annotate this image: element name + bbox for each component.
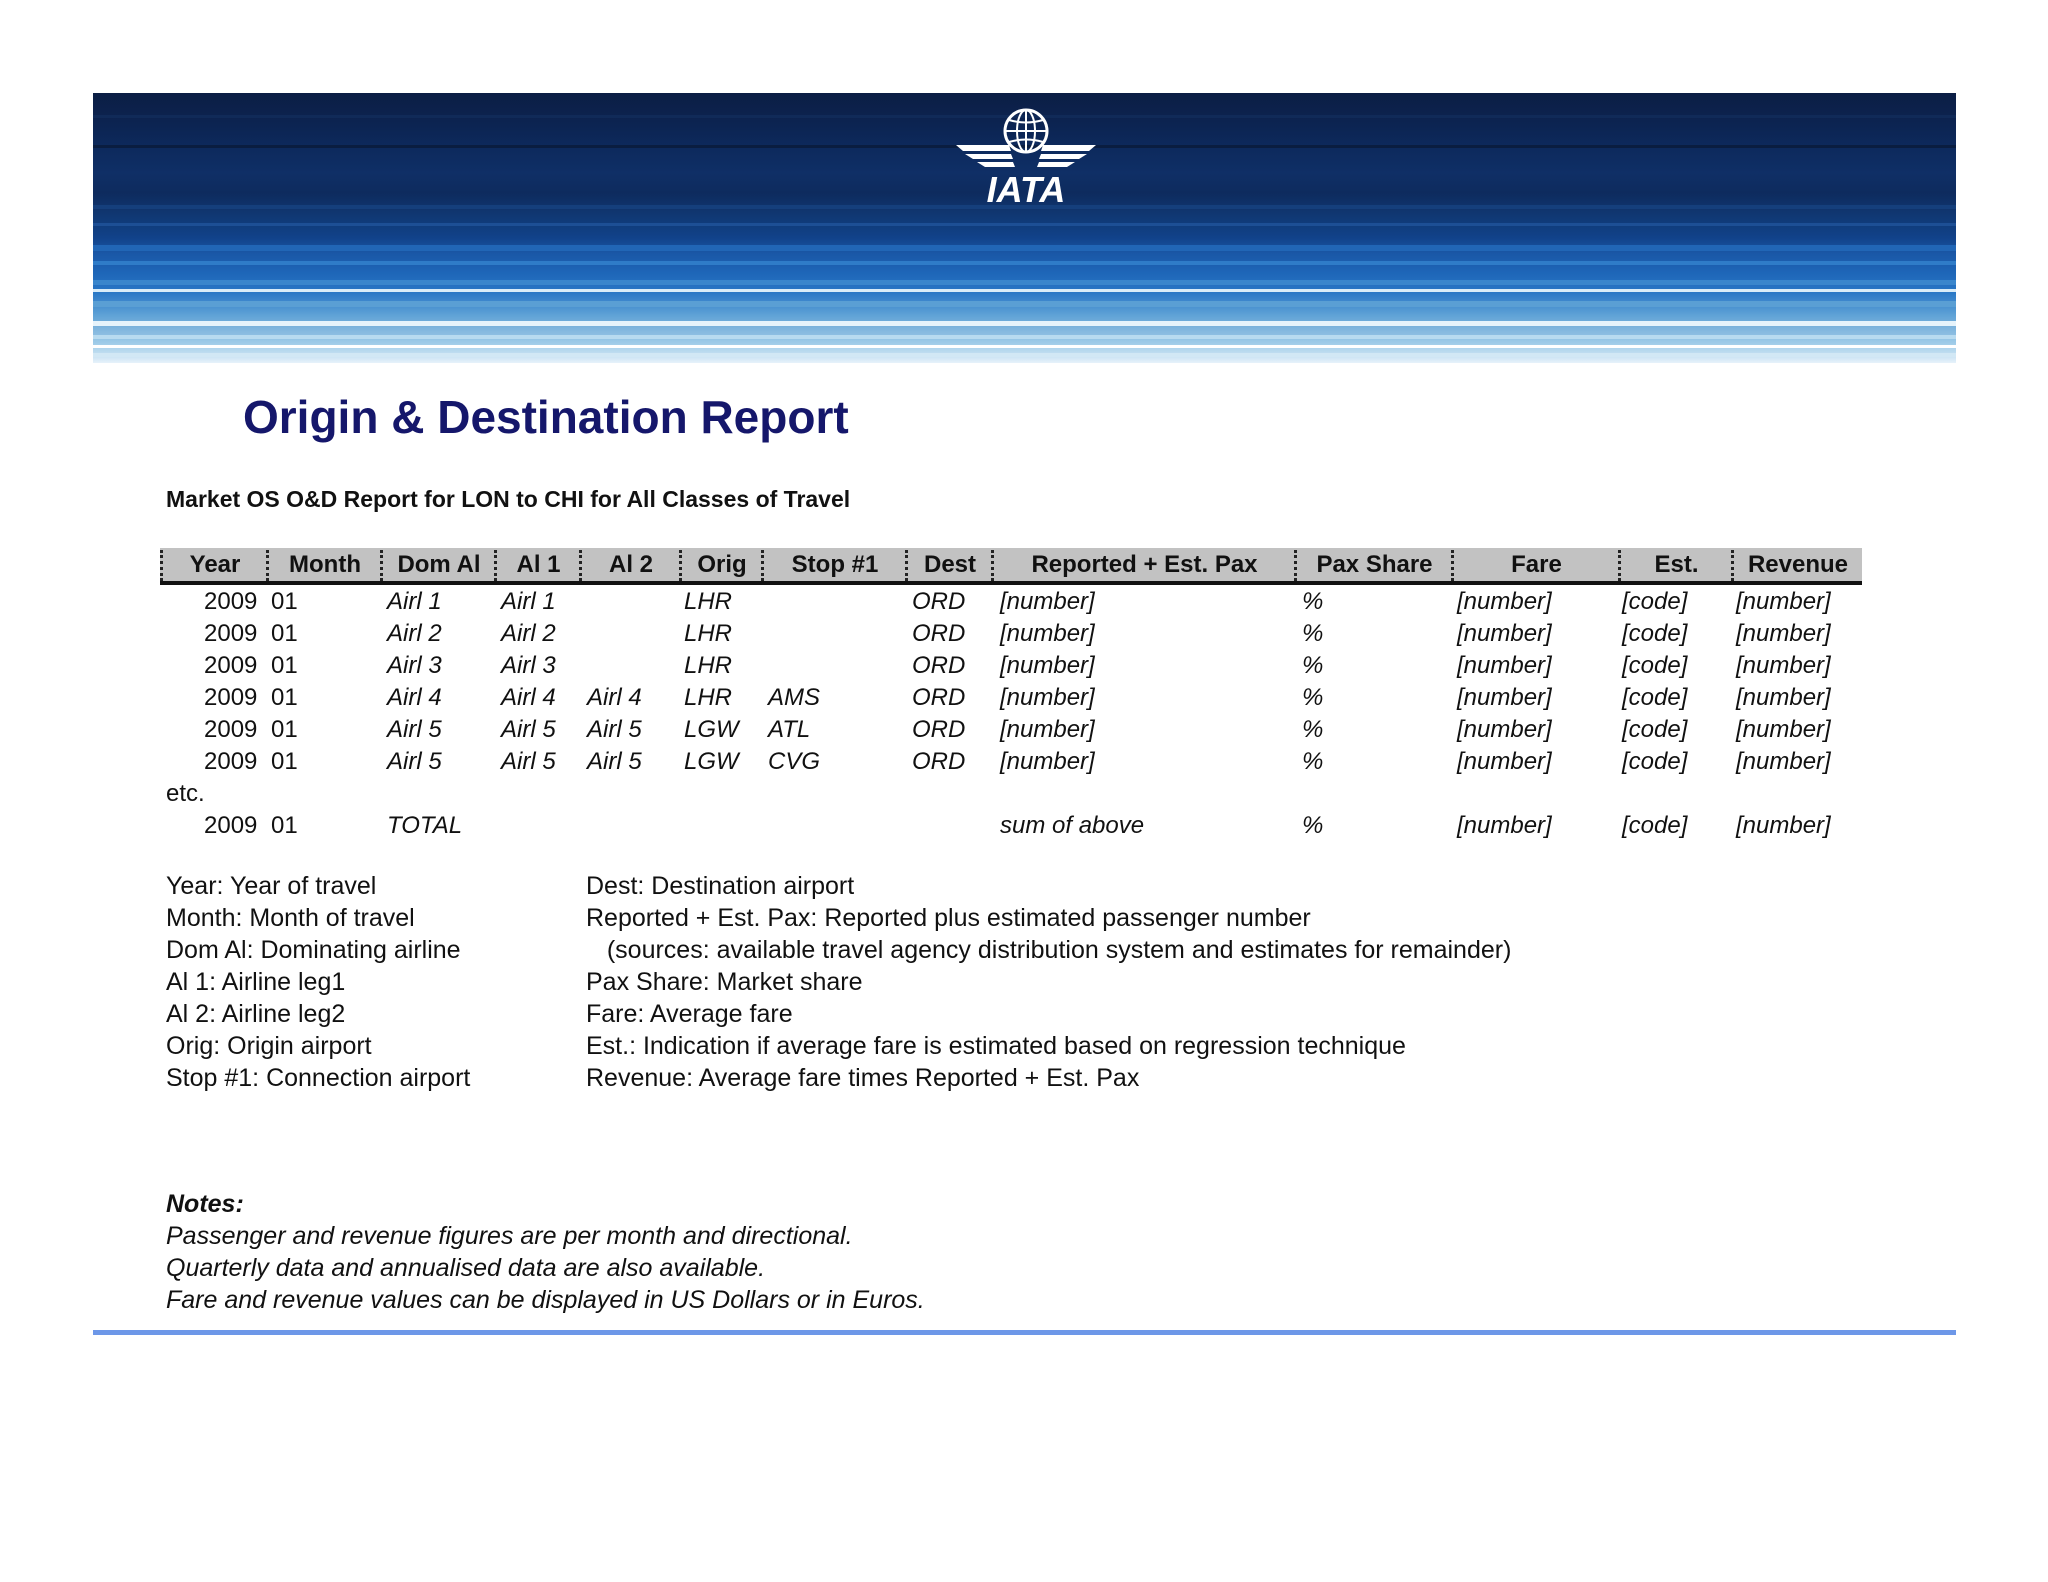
legend-item: Orig: Origin airport <box>166 1032 372 1060</box>
iata-logo-text: IATA <box>986 169 1066 207</box>
cell-fare: [number] <box>1457 652 1552 679</box>
legend-item: Stop #1: Connection airport <box>166 1064 471 1092</box>
table-row <box>160 649 1862 681</box>
cell-est: [code] <box>1622 748 1688 775</box>
cell-pax: [number] <box>1000 652 1095 679</box>
table-row <box>160 681 1862 713</box>
cell-year: 2009 <box>204 684 258 711</box>
cell-dest: ORD <box>912 620 966 647</box>
cell-orig: LHR <box>684 620 733 647</box>
cell-revenue: [number] <box>1736 588 1831 615</box>
cell-dom-al: Airl 2 <box>387 620 442 647</box>
cell-pax-share: % <box>1302 652 1324 679</box>
cell-revenue: [number] <box>1736 620 1831 647</box>
cell-est: [code] <box>1622 620 1688 647</box>
legend-item: Dom Al: Dominating airline <box>166 936 461 964</box>
notes-line: Quarterly data and annualised data are also available. <box>166 1254 766 1282</box>
cell-pax: [number] <box>1000 748 1095 775</box>
cell-al2: Airl 4 <box>587 684 642 711</box>
total-year: 2009 <box>204 812 258 839</box>
cell-pax-share: % <box>1302 620 1324 647</box>
cell-dom-al: Airl 4 <box>387 684 442 711</box>
legend-item: (sources: available travel agency distribution system and estimates for remainder) <box>586 936 1512 964</box>
cell-year: 2009 <box>204 748 258 775</box>
cell-est: [code] <box>1622 684 1688 711</box>
cell-orig: LGW <box>684 748 739 775</box>
cell-dest: ORD <box>912 652 966 679</box>
cell-year: 2009 <box>204 652 258 679</box>
footer-rule <box>93 1330 1956 1335</box>
cell-al2: Airl 5 <box>587 748 642 775</box>
table-row <box>160 617 1862 649</box>
col-header-stop1: Stop #1 <box>791 551 879 578</box>
cell-fare: [number] <box>1457 748 1552 775</box>
cell-orig: LGW <box>684 716 739 743</box>
col-header-orig: Orig <box>697 551 747 578</box>
col-header-year: Year <box>189 551 241 578</box>
cell-orig: LHR <box>684 652 733 679</box>
table-row <box>160 745 1862 777</box>
cell-stop1: CVG <box>768 748 821 775</box>
cell-est: [code] <box>1622 652 1688 679</box>
page-title: Origin & Destination Report <box>243 391 849 443</box>
table-etc-row <box>160 777 1862 809</box>
notes-heading: Notes: <box>166 1190 244 1218</box>
cell-fare: [number] <box>1457 620 1552 647</box>
total-revenue: [number] <box>1736 812 1831 839</box>
cell-pax: [number] <box>1000 716 1095 743</box>
cell-revenue: [number] <box>1736 652 1831 679</box>
cell-est: [code] <box>1622 588 1688 615</box>
cell-year: 2009 <box>204 588 258 615</box>
cell-dom-al: Airl 5 <box>387 716 442 743</box>
table-total-row <box>160 809 1862 841</box>
total-month: 01 <box>271 812 298 839</box>
legend-item: Al 1: Airline leg1 <box>166 968 346 996</box>
cell-pax: [number] <box>1000 588 1095 615</box>
table-body <box>160 585 1862 777</box>
cell-fare: [number] <box>1457 588 1552 615</box>
col-header-est: Est. <box>1654 551 1699 578</box>
cell-al1: Airl 5 <box>501 716 556 743</box>
cell-month: 01 <box>271 748 298 775</box>
cell-month: 01 <box>271 588 298 615</box>
total-fare: [number] <box>1457 812 1552 839</box>
cell-al1: Airl 1 <box>501 588 556 615</box>
table-row <box>160 585 1862 617</box>
cell-dom-al: Airl 1 <box>387 588 442 615</box>
cell-year: 2009 <box>204 716 258 743</box>
notes-line: Passenger and revenue figures are per month and directional. <box>166 1222 853 1250</box>
cell-al1: Airl 2 <box>501 620 556 647</box>
cell-orig: LHR <box>684 684 733 711</box>
table-row <box>160 713 1862 745</box>
cell-al1: Airl 4 <box>501 684 556 711</box>
total-pax: sum of above <box>1000 812 1145 839</box>
cell-dest: ORD <box>912 588 966 615</box>
col-header-al2: Al 2 <box>608 551 653 578</box>
cell-al1: Airl 3 <box>501 652 556 679</box>
cell-pax-share: % <box>1302 684 1324 711</box>
legend-item: Pax Share: Market share <box>586 968 863 996</box>
cell-revenue: [number] <box>1736 716 1831 743</box>
legend-right <box>586 870 1511 1094</box>
cell-est: [code] <box>1622 716 1688 743</box>
legend-item: Fare: Average fare <box>586 1000 793 1028</box>
cell-al1: Airl 5 <box>501 748 556 775</box>
cell-al2: Airl 5 <box>587 716 642 743</box>
cell-dest: ORD <box>912 684 966 711</box>
cell-pax: [number] <box>1000 620 1095 647</box>
cell-dom-al: Airl 5 <box>387 748 442 775</box>
cell-dest: ORD <box>912 748 966 775</box>
cell-month: 01 <box>271 652 298 679</box>
col-header-pax: Reported + Est. Pax <box>1031 551 1258 578</box>
cell-pax: [number] <box>1000 684 1095 711</box>
cell-year: 2009 <box>204 620 258 647</box>
legend-item: Month: Month of travel <box>166 904 415 932</box>
col-header-pax-share: Pax Share <box>1316 551 1433 578</box>
total-est: [code] <box>1622 812 1688 839</box>
col-header-dom-al: Dom Al <box>397 551 481 578</box>
legend-item: Revenue: Average fare times Reported + Est. Pax <box>586 1064 1140 1092</box>
cell-month: 01 <box>271 620 298 647</box>
legend-item: Al 2: Airline leg2 <box>166 1000 346 1028</box>
cell-pax-share: % <box>1302 588 1324 615</box>
legend-item: Year: Year of travel <box>166 872 377 900</box>
od-report-table <box>160 548 1862 841</box>
iata-logo <box>951 107 1101 207</box>
col-header-revenue: Revenue <box>1747 551 1849 578</box>
cell-stop1: AMS <box>768 684 821 711</box>
col-header-al1: Al 1 <box>516 551 561 578</box>
etc-label: etc. <box>166 780 205 807</box>
cell-fare: [number] <box>1457 716 1552 743</box>
total-share: % <box>1302 812 1324 839</box>
legend-item: Dest: Destination airport <box>586 872 855 900</box>
cell-fare: [number] <box>1457 684 1552 711</box>
table-header <box>160 548 1862 585</box>
col-header-dest: Dest <box>923 551 977 578</box>
total-label: TOTAL <box>387 812 463 839</box>
legend-item: Est.: Indication if average fare is estimated based on regression technique <box>586 1032 1406 1060</box>
cell-revenue: [number] <box>1736 684 1831 711</box>
cell-pax-share: % <box>1302 716 1324 743</box>
legend-item: Reported + Est. Pax: Reported plus estimated passenger number <box>586 904 1311 932</box>
cell-dest: ORD <box>912 716 966 743</box>
cell-stop1: ATL <box>768 716 811 743</box>
header-banner <box>93 93 1956 363</box>
cell-pax-share: % <box>1302 748 1324 775</box>
cell-month: 01 <box>271 716 298 743</box>
notes-section <box>166 1188 925 1316</box>
cell-revenue: [number] <box>1736 748 1831 775</box>
legend-left <box>166 870 470 1094</box>
cell-month: 01 <box>271 684 298 711</box>
col-header-fare: Fare <box>1511 551 1562 578</box>
cell-dom-al: Airl 3 <box>387 652 442 679</box>
notes-line: Fare and revenue values can be displayed in US Dollars or in Euros. <box>166 1286 925 1314</box>
cell-orig: LHR <box>684 588 733 615</box>
col-header-month: Month <box>289 551 361 578</box>
report-subtitle: Market OS O&D Report for LON to CHI for All Classes of Travel <box>166 486 851 512</box>
